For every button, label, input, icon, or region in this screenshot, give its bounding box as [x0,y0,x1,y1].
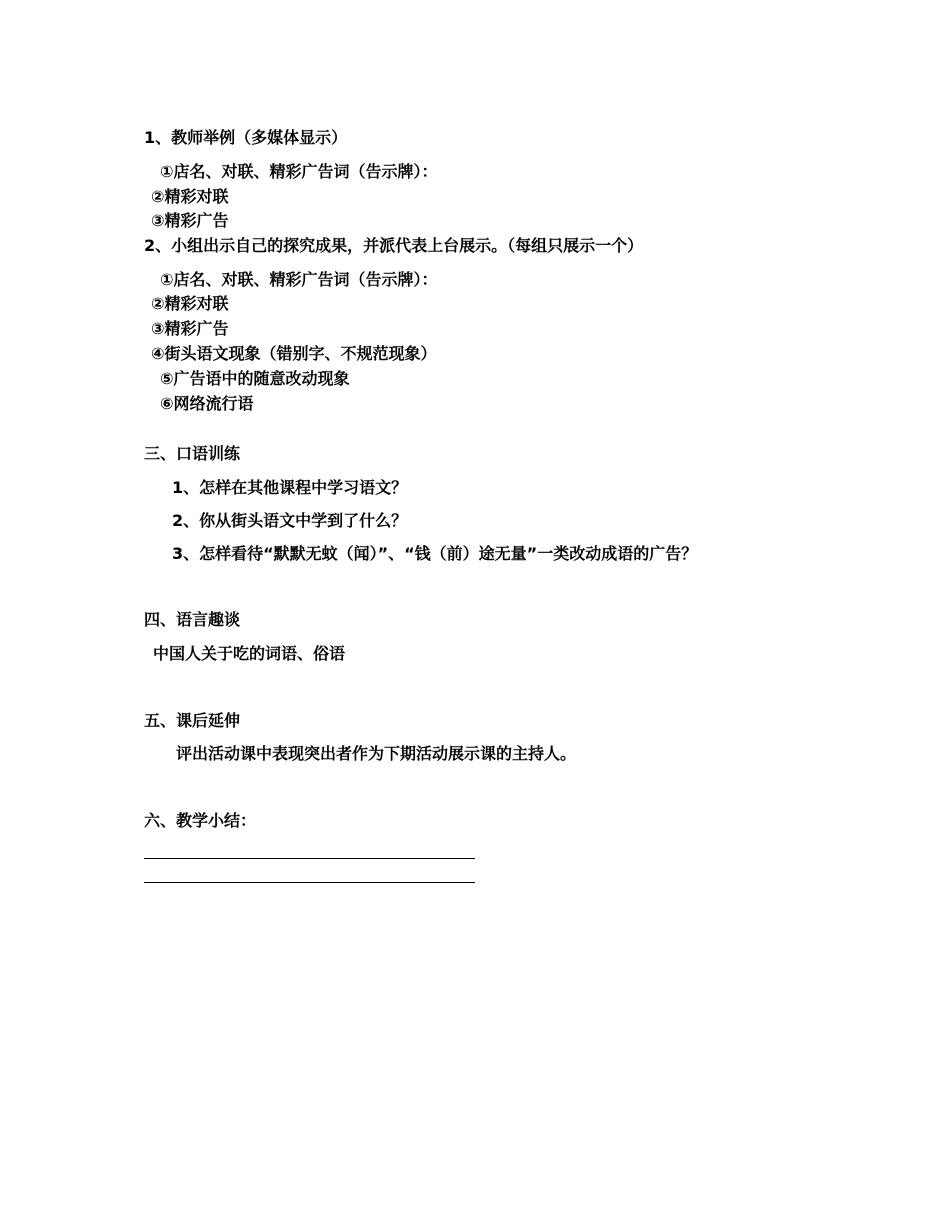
extension-content: 评出活动课中表现突出者作为下期活动展示课的主持人。 [176,744,577,763]
oral-question-1: 1、怎样在其他课程中学习语文？ [172,478,408,497]
group-result-item-1: ①店名、对联、精彩广告词（告示牌）： [160,270,438,289]
teacher-example-item-2: ②精彩对联 [151,187,229,206]
oral-training-heading: 三、口语训练 [144,444,241,463]
language-talk-content: 中国人关于吃的词语、俗语 [153,644,346,663]
group-result-item-3: ③精彩广告 [151,319,229,338]
extension-heading: 五、课后延伸 [144,711,241,730]
group-result-item-5: ⑤广告语中的随意改动现象 [160,369,350,388]
group-results-heading: 2、小组出示自己的探究成果，并派代表上台展示。（每组只展示一个） [144,236,644,255]
group-result-item-4: ④街头语文现象（错别字、不规范现象） [151,344,437,363]
teacher-example-item-3: ③精彩广告 [151,211,229,230]
group-result-item-6: ⑥网络流行语 [160,394,254,413]
summary-heading: 六、教学小结： [144,811,257,830]
oral-question-2: 2、你从街头语文中学到了什么？ [172,511,408,530]
group-result-item-2: ②精彩对联 [151,294,229,313]
teacher-examples-heading: 1、教师举例（多媒体显示） [144,128,348,147]
teacher-example-item-1: ①店名、对联、精彩广告词（告示牌）： [160,162,438,181]
language-talk-heading: 四、语言趣谈 [144,610,241,629]
summary-blank-line-2 [144,882,475,883]
summary-blank-line-1 [144,858,475,859]
oral-question-3: 3、怎样看待“默默无蚊（闻）”、“钱（前）途无量”一类改动成语的广告？ [172,544,698,563]
